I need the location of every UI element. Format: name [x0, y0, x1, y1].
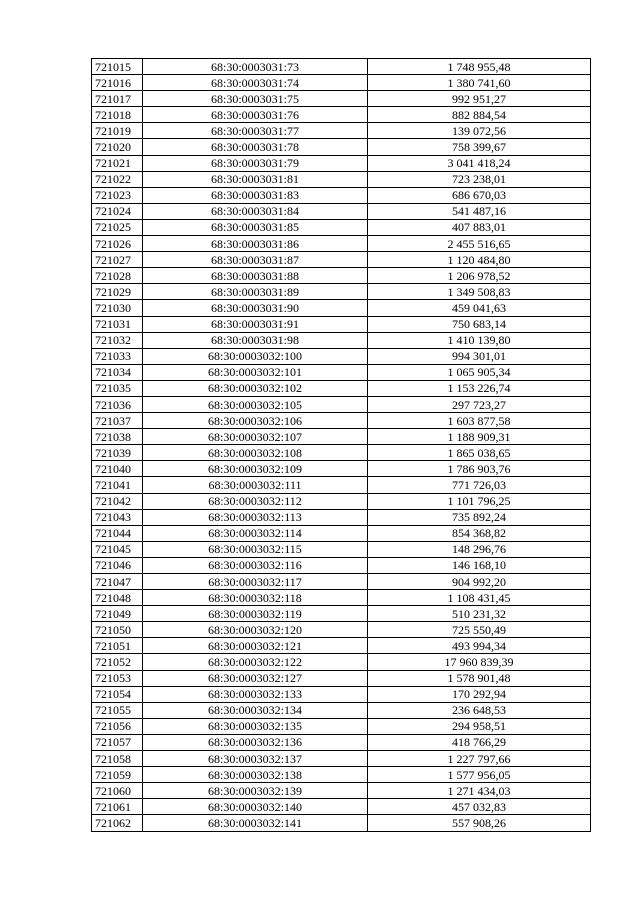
- table-row: [92, 751, 591, 767]
- row-number-cell: 721048: [92, 590, 143, 606]
- cadastral-number-cell: 68:30:0003031:86: [143, 236, 368, 252]
- table-row: [92, 557, 591, 573]
- table-row: [92, 525, 591, 541]
- cadastral-value-cell: 882 884,54: [368, 107, 591, 123]
- row-number-cell: 721054: [92, 686, 143, 702]
- table-row: [92, 75, 591, 91]
- row-number-cell: 721050: [92, 622, 143, 638]
- cadastral-number-cell: 68:30:0003032:115: [143, 541, 368, 557]
- row-number-cell: 721039: [92, 445, 143, 461]
- table-row: [92, 123, 591, 139]
- cadastral-number-cell: 68:30:0003031:98: [143, 332, 368, 348]
- row-number-cell: 721059: [92, 767, 143, 783]
- row-number-cell: 721021: [92, 155, 143, 171]
- row-number-cell: 721036: [92, 396, 143, 412]
- row-number-cell: 721051: [92, 638, 143, 654]
- cadastral-number-cell: 68:30:0003032:116: [143, 557, 368, 573]
- cadastral-value-cell: 170 292,94: [368, 686, 591, 702]
- cadastral-value-cell: 493 994,34: [368, 638, 591, 654]
- cadastral-value-cell: 750 683,14: [368, 316, 591, 332]
- cadastral-value-cell: 541 487,16: [368, 203, 591, 219]
- table-row: [92, 638, 591, 654]
- cadastral-value-cell: 17 960 839,39: [368, 654, 591, 670]
- row-number-cell: 721033: [92, 348, 143, 364]
- cadastral-value-cell: 407 883,01: [368, 219, 591, 235]
- table-row: [92, 767, 591, 783]
- table-row: [92, 815, 591, 831]
- cadastral-number-cell: 68:30:0003031:77: [143, 123, 368, 139]
- cadastral-value-cell: 1 108 431,45: [368, 590, 591, 606]
- table-row: [92, 622, 591, 638]
- cadastral-number-cell: 68:30:0003032:138: [143, 767, 368, 783]
- cadastral-number-cell: 68:30:0003031:76: [143, 107, 368, 123]
- row-number-cell: 721022: [92, 171, 143, 187]
- cadastral-value-cell: 139 072,56: [368, 123, 591, 139]
- row-number-cell: 721030: [92, 300, 143, 316]
- cadastral-number-cell: 68:30:0003032:141: [143, 815, 368, 831]
- row-number-cell: 721018: [92, 107, 143, 123]
- table-row: [92, 316, 591, 332]
- row-number-cell: 721041: [92, 477, 143, 493]
- row-number-cell: 721047: [92, 574, 143, 590]
- cadastral-number-cell: 68:30:0003032:105: [143, 396, 368, 412]
- table-row: [92, 91, 591, 107]
- table-row: [92, 107, 591, 123]
- cadastral-number-cell: 68:30:0003032:133: [143, 686, 368, 702]
- cadastral-number-cell: 68:30:0003032:100: [143, 348, 368, 364]
- table-row: [92, 461, 591, 477]
- cadastral-value-cell: 992 951,27: [368, 91, 591, 107]
- cadastral-number-cell: 68:30:0003032:108: [143, 445, 368, 461]
- cadastral-value-cell: 686 670,03: [368, 187, 591, 203]
- cadastral-number-cell: 68:30:0003031:84: [143, 203, 368, 219]
- cadastral-number-cell: 68:30:0003032:140: [143, 799, 368, 815]
- cadastral-value-cell: 2 455 516,65: [368, 236, 591, 252]
- cadastral-value-cell: 1 271 434,03: [368, 783, 591, 799]
- row-number-cell: 721061: [92, 799, 143, 815]
- cadastral-number-cell: 68:30:0003032:114: [143, 525, 368, 541]
- cadastral-number-cell: 68:30:0003032:102: [143, 380, 368, 396]
- table-row: [92, 734, 591, 750]
- cadastral-number-cell: 68:30:0003031:78: [143, 139, 368, 155]
- cadastral-value-cell: 758 399,67: [368, 139, 591, 155]
- row-number-cell: 721032: [92, 332, 143, 348]
- row-number-cell: 721042: [92, 493, 143, 509]
- cadastral-value-cell: 771 726,03: [368, 477, 591, 493]
- cadastral-number-cell: 68:30:0003032:139: [143, 783, 368, 799]
- cadastral-number-cell: 68:30:0003032:109: [143, 461, 368, 477]
- row-number-cell: 721056: [92, 718, 143, 734]
- cadastral-value-cell: 1 153 226,74: [368, 380, 591, 396]
- cadastral-value-cell: 510 231,32: [368, 606, 591, 622]
- cadastral-value-cell: 148 296,76: [368, 541, 591, 557]
- table-row: [92, 606, 591, 622]
- table-row: [92, 252, 591, 268]
- table-row: [92, 59, 591, 75]
- table-row: [92, 380, 591, 396]
- row-number-cell: 721035: [92, 380, 143, 396]
- cadastral-value-cell: 735 892,24: [368, 509, 591, 525]
- table-row: [92, 413, 591, 429]
- cadastral-number-cell: 68:30:0003032:117: [143, 574, 368, 590]
- table-row: [92, 783, 591, 799]
- cadastral-value-cell: 994 301,01: [368, 348, 591, 364]
- row-number-cell: 721028: [92, 268, 143, 284]
- table-row: [92, 300, 591, 316]
- row-number-cell: 721037: [92, 413, 143, 429]
- table-row: [92, 590, 591, 606]
- cadastral-value-cell: 1 349 508,83: [368, 284, 591, 300]
- cadastral-value-cell: 557 908,26: [368, 815, 591, 831]
- row-number-cell: 721046: [92, 557, 143, 573]
- table-row: [92, 203, 591, 219]
- row-number-cell: 721016: [92, 75, 143, 91]
- cadastral-value-cell: 236 648,53: [368, 702, 591, 718]
- cadastral-value-cell: 3 041 418,24: [368, 155, 591, 171]
- cadastral-value-table: [91, 58, 591, 832]
- table-row: [92, 509, 591, 525]
- table-row: [92, 445, 591, 461]
- cadastral-value-cell: 1 065 905,34: [368, 364, 591, 380]
- table-row: [92, 799, 591, 815]
- cadastral-value-cell: 146 168,10: [368, 557, 591, 573]
- cadastral-number-cell: 68:30:0003031:85: [143, 219, 368, 235]
- row-number-cell: 721025: [92, 219, 143, 235]
- cadastral-number-cell: 68:30:0003032:118: [143, 590, 368, 606]
- cadastral-number-cell: 68:30:0003031:87: [143, 252, 368, 268]
- cadastral-value-cell: 1 786 903,76: [368, 461, 591, 477]
- cadastral-number-cell: 68:30:0003032:134: [143, 702, 368, 718]
- row-number-cell: 721015: [92, 59, 143, 75]
- cadastral-number-cell: 68:30:0003032:136: [143, 734, 368, 750]
- row-number-cell: 721029: [92, 284, 143, 300]
- table-row: [92, 155, 591, 171]
- row-number-cell: 721057: [92, 734, 143, 750]
- row-number-cell: 721019: [92, 123, 143, 139]
- row-number-cell: 721034: [92, 364, 143, 380]
- cadastral-value-cell: 725 550,49: [368, 622, 591, 638]
- row-number-cell: 721049: [92, 606, 143, 622]
- row-number-cell: 721038: [92, 429, 143, 445]
- row-number-cell: 721024: [92, 203, 143, 219]
- table-row: [92, 654, 591, 670]
- cadastral-number-cell: 68:30:0003031:81: [143, 171, 368, 187]
- cadastral-number-cell: 68:30:0003031:79: [143, 155, 368, 171]
- cadastral-number-cell: 68:30:0003032:127: [143, 670, 368, 686]
- cadastral-number-cell: 68:30:0003031:88: [143, 268, 368, 284]
- cadastral-number-cell: 68:30:0003032:106: [143, 413, 368, 429]
- table-row: [92, 236, 591, 252]
- cadastral-value-cell: 1 227 797,66: [368, 751, 591, 767]
- cadastral-value-cell: 1 206 978,52: [368, 268, 591, 284]
- cadastral-number-cell: 68:30:0003032:137: [143, 751, 368, 767]
- cadastral-value-cell: 459 041,63: [368, 300, 591, 316]
- cadastral-value-cell: 723 238,01: [368, 171, 591, 187]
- cadastral-value-cell: 1 380 741,60: [368, 75, 591, 91]
- cadastral-value-cell: 1 865 038,65: [368, 445, 591, 461]
- table-row: [92, 284, 591, 300]
- row-number-cell: 721031: [92, 316, 143, 332]
- row-number-cell: 721026: [92, 236, 143, 252]
- cadastral-number-cell: 68:30:0003032:121: [143, 638, 368, 654]
- cadastral-number-cell: 68:30:0003032:113: [143, 509, 368, 525]
- table-body: [92, 59, 591, 832]
- table-row: [92, 187, 591, 203]
- table-row: [92, 139, 591, 155]
- table-row: [92, 348, 591, 364]
- cadastral-value-cell: 294 958,51: [368, 718, 591, 734]
- cadastral-value-cell: 1 101 796,25: [368, 493, 591, 509]
- cadastral-number-cell: 68:30:0003032:111: [143, 477, 368, 493]
- table-row: [92, 268, 591, 284]
- row-number-cell: 721044: [92, 525, 143, 541]
- row-number-cell: 721053: [92, 670, 143, 686]
- table-row: [92, 429, 591, 445]
- row-number-cell: 721023: [92, 187, 143, 203]
- table-row: [92, 718, 591, 734]
- table-row: [92, 574, 591, 590]
- cadastral-value-cell: 854 368,82: [368, 525, 591, 541]
- table-row: [92, 477, 591, 493]
- row-number-cell: 721043: [92, 509, 143, 525]
- cadastral-number-cell: 68:30:0003031:73: [143, 59, 368, 75]
- row-number-cell: 721060: [92, 783, 143, 799]
- cadastral-number-cell: 68:30:0003031:89: [143, 284, 368, 300]
- cadastral-number-cell: 68:30:0003031:90: [143, 300, 368, 316]
- row-number-cell: 721058: [92, 751, 143, 767]
- table-row: [92, 396, 591, 412]
- table-row: [92, 219, 591, 235]
- row-number-cell: 721017: [92, 91, 143, 107]
- cadastral-value-cell: 1 748 955,48: [368, 59, 591, 75]
- table-row: [92, 541, 591, 557]
- cadastral-value-cell: 457 032,83: [368, 799, 591, 815]
- cadastral-value-cell: 418 766,29: [368, 734, 591, 750]
- cadastral-value-cell: 1 188 909,31: [368, 429, 591, 445]
- cadastral-value-cell: 1 603 877,58: [368, 413, 591, 429]
- table-row: [92, 364, 591, 380]
- table-row: [92, 702, 591, 718]
- table-row: [92, 686, 591, 702]
- cadastral-number-cell: 68:30:0003032:112: [143, 493, 368, 509]
- table-row: [92, 332, 591, 348]
- table-row: [92, 493, 591, 509]
- cadastral-value-cell: 297 723,27: [368, 396, 591, 412]
- row-number-cell: 721040: [92, 461, 143, 477]
- cadastral-value-cell: 1 410 139,80: [368, 332, 591, 348]
- cadastral-number-cell: 68:30:0003032:122: [143, 654, 368, 670]
- cadastral-number-cell: 68:30:0003031:74: [143, 75, 368, 91]
- cadastral-number-cell: 68:30:0003032:135: [143, 718, 368, 734]
- cadastral-number-cell: 68:30:0003032:120: [143, 622, 368, 638]
- cadastral-number-cell: 68:30:0003032:107: [143, 429, 368, 445]
- cadastral-number-cell: 68:30:0003031:83: [143, 187, 368, 203]
- cadastral-number-cell: 68:30:0003032:101: [143, 364, 368, 380]
- cadastral-number-cell: 68:30:0003032:119: [143, 606, 368, 622]
- row-number-cell: 721055: [92, 702, 143, 718]
- row-number-cell: 721020: [92, 139, 143, 155]
- cadastral-value-cell: 1 120 484,80: [368, 252, 591, 268]
- cadastral-number-cell: 68:30:0003031:75: [143, 91, 368, 107]
- row-number-cell: 721045: [92, 541, 143, 557]
- row-number-cell: 721052: [92, 654, 143, 670]
- row-number-cell: 721027: [92, 252, 143, 268]
- cadastral-number-cell: 68:30:0003031:91: [143, 316, 368, 332]
- cadastral-value-cell: 904 992,20: [368, 574, 591, 590]
- table-row: [92, 171, 591, 187]
- row-number-cell: 721062: [92, 815, 143, 831]
- cadastral-value-cell: 1 577 956,05: [368, 767, 591, 783]
- cadastral-value-cell: 1 578 901,48: [368, 670, 591, 686]
- table-row: [92, 670, 591, 686]
